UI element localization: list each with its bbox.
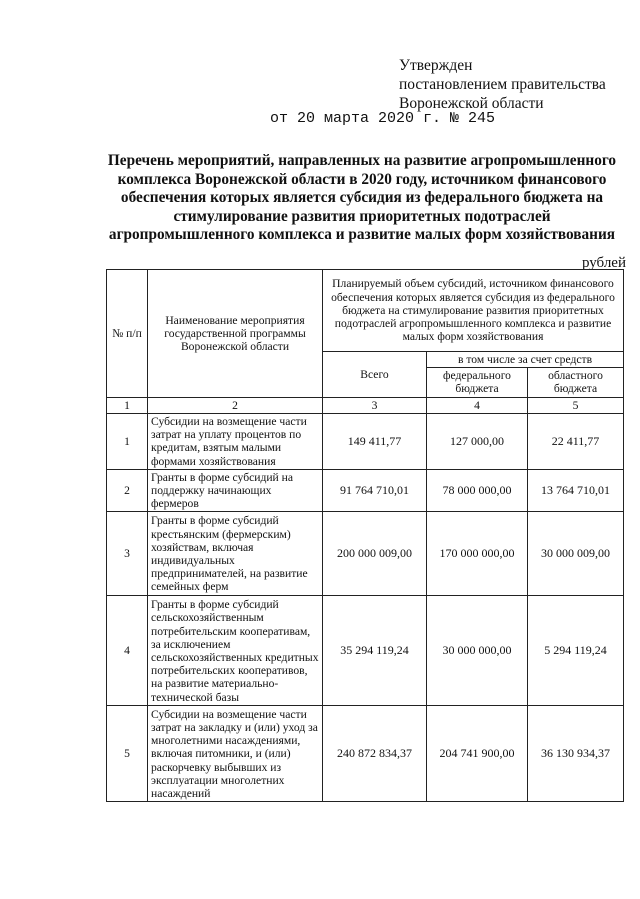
approval-line-1: Утвержден: [399, 57, 473, 74]
row-name: Гранты в форме субсидий на поддержку начинающих фермеров: [148, 469, 323, 512]
row-num: 5: [107, 706, 148, 802]
currency-unit: рублей: [581, 255, 626, 271]
document-title: Перечень мероприятий, направленных на развитие агропромышленного комплекса Воронежской области в 2020 году, источником финансового обеспечения которых является субсидия из федерального бюджета на стимулирование развития приоритетных подотраслей агропромышленного комплекса и развитие малых форм хозяйствования: [107, 152, 617, 244]
header-num: № п/п: [107, 270, 148, 398]
row-num: 2: [107, 469, 148, 512]
table-row: [107, 706, 624, 802]
col-number: 5: [528, 397, 624, 413]
row-name: Гранты в форме субсидий крестьянским (фермерским) хозяйствам, включая индивидуальных предпринимателей, на развитие семейных ферм: [148, 512, 323, 596]
col-number: 1: [107, 397, 148, 413]
col-number: 4: [427, 397, 528, 413]
row-total: 240 872 834,37: [323, 706, 427, 802]
row-name: Субсидии на возмещение части затрат на уплату процентов по кредитам, взятым малыми формами хозяйствования: [148, 413, 323, 469]
table-row: [107, 413, 624, 469]
header-including: в том числе за счет средств: [427, 352, 624, 368]
approval-block: [399, 56, 606, 113]
header-total: Всего: [323, 352, 427, 398]
row-federal: 127 000,00: [427, 413, 528, 469]
row-num: 4: [107, 596, 148, 706]
row-federal: 170 000 000,00: [427, 512, 528, 596]
row-total: 200 000 009,00: [323, 512, 427, 596]
row-regional: 36 130 934,37: [528, 706, 624, 802]
column-numbers-row: [107, 397, 624, 413]
col-number: 3: [323, 397, 427, 413]
row-federal: 30 000 000,00: [427, 596, 528, 706]
table-row: [107, 469, 624, 512]
header-federal: федерального бюджета: [427, 368, 528, 397]
row-num: 3: [107, 512, 148, 596]
approval-line-2: постановлением правительства: [399, 76, 606, 93]
row-federal: 204 741 900,00: [427, 706, 528, 802]
row-regional: 30 000 009,00: [528, 512, 624, 596]
row-name: Субсидии на возмещение части затрат на закладку и (или) уход за многолетними насаждениями, включая питомники, и (или) раскорчевку выбывших из эксплуатации многолетних насаждений: [148, 706, 323, 802]
row-total: 149 411,77: [323, 413, 427, 469]
table-row: [107, 512, 624, 596]
row-name: Гранты в форме субсидий сельскохозяйственным потребительским кооперативам, за исключением сельскохозяйственных кредитных потребительских кооперативов, на развитие материально-технической базы: [148, 596, 323, 706]
col-number: 2: [148, 397, 323, 413]
row-regional: 13 764 710,01: [528, 469, 624, 512]
row-num: 1: [107, 413, 148, 469]
header-planned: Планируемый объем субсидий, источником финансового обеспечения которых является субсидия из федерального бюджета на стимулирование развития приоритетных подотраслей агропромышленного комплекса и развитие малых форм хозяйствования: [323, 270, 624, 352]
decree-number: от 20 марта 2020 г. № 245: [270, 110, 496, 127]
row-total: 35 294 119,24: [323, 596, 427, 706]
header-row-1: [107, 270, 624, 352]
table-row: [107, 596, 624, 706]
row-regional: 5 294 119,24: [528, 596, 624, 706]
header-name: Наименование мероприятия государственной программы Воронежской области: [148, 270, 323, 398]
approval-line-3: Воронежской области: [399, 95, 544, 112]
row-federal: 78 000 000,00: [427, 469, 528, 512]
row-total: 91 764 710,01: [323, 469, 427, 512]
measures-table: [106, 269, 624, 802]
row-regional: 22 411,77: [528, 413, 624, 469]
header-regional: областного бюджета: [528, 368, 624, 397]
